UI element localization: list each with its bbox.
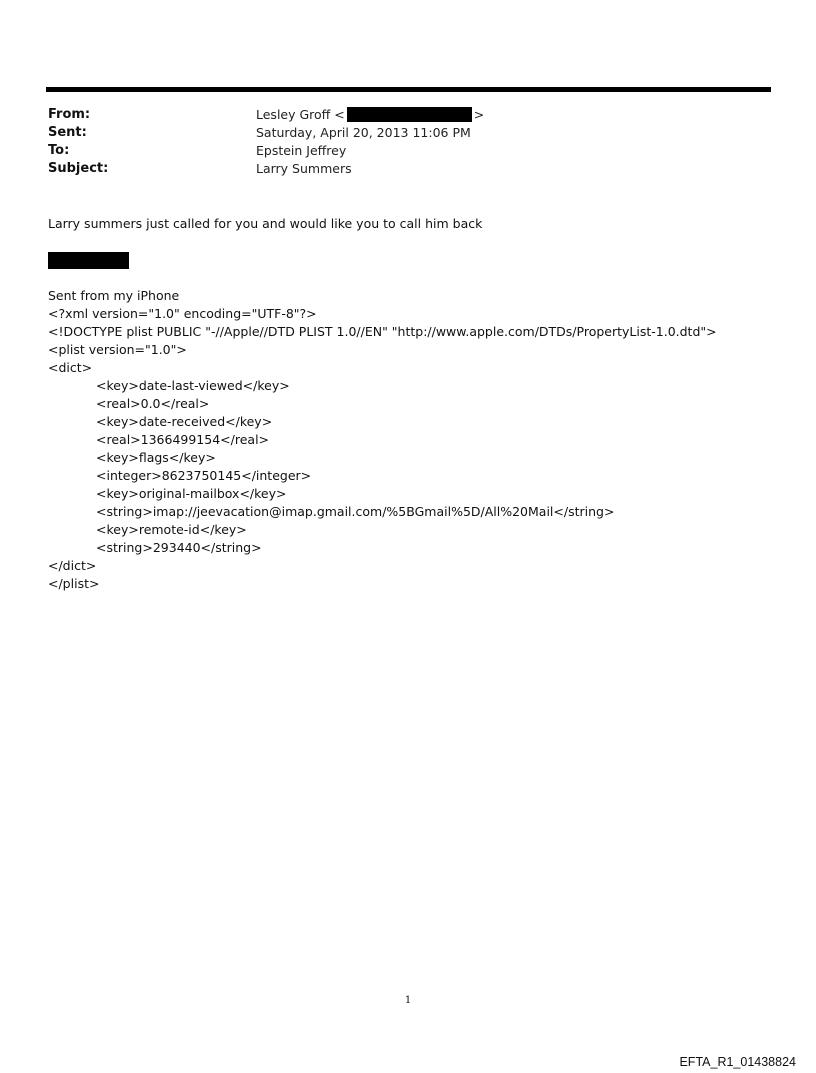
to-label: To: — [48, 143, 70, 158]
from-label: From: — [48, 107, 91, 122]
header-divider — [46, 87, 771, 92]
page-number: 1 — [404, 995, 412, 1006]
code-line: <plist version="1.0"> — [48, 342, 187, 357]
code-line: <key>date-received</key> — [96, 414, 273, 429]
from-close: > — [473, 107, 485, 122]
redacted-email — [347, 107, 472, 122]
code-line: <key>flags</key> — [96, 450, 216, 465]
code-line: <key>remote-id</key> — [96, 522, 247, 537]
subject-value: Larry Summers — [256, 161, 352, 176]
code-line: <?xml version="1.0" encoding="UTF-8"?> — [48, 306, 317, 321]
code-line: <integer>8623750145</integer> — [96, 468, 312, 483]
plist-metadata-block — [48, 287, 717, 593]
code-line: <real>0.0</real> — [96, 396, 210, 411]
from-value — [256, 106, 484, 124]
bates-number: EFTA_R1_01438824 — [679, 1055, 796, 1069]
code-line: <key>date-last-viewed</key> — [96, 378, 290, 393]
sent-value: Saturday, April 20, 2013 11:06 PM — [256, 125, 471, 140]
to-value: Epstein Jeffrey — [256, 143, 347, 158]
code-line: <string>imap://jeevacation@imap.gmail.com/%5BGmail%5D/All%20Mail</string> — [96, 504, 615, 519]
redacted-block — [48, 252, 129, 269]
code-line: <key>original-mailbox</key> — [96, 486, 287, 501]
code-line: Sent from my iPhone — [48, 288, 180, 303]
code-line: <real>1366499154</real> — [96, 432, 270, 447]
from-name: Lesley Groff < — [256, 107, 345, 122]
code-line: </plist> — [48, 576, 100, 591]
sent-label: Sent: — [48, 125, 87, 140]
code-line: <!DOCTYPE plist PUBLIC "-//Apple//DTD PLIST 1.0//EN" "http://www.apple.com/DTDs/PropertyList-1.0.dtd"> — [48, 324, 717, 339]
subject-label: Subject: — [48, 161, 109, 176]
code-line: <dict> — [48, 360, 93, 375]
code-line: </dict> — [48, 558, 97, 573]
message-body: Larry summers just called for you and would like you to call him back — [48, 216, 483, 231]
code-line: <string>293440</string> — [96, 540, 262, 555]
